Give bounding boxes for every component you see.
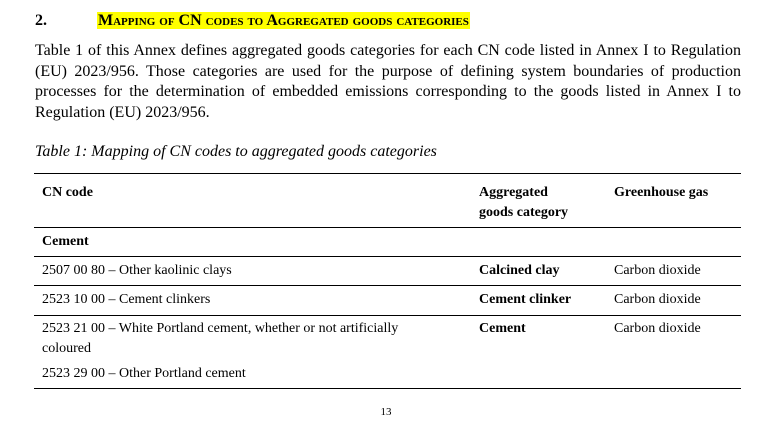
page-number: 13	[380, 406, 392, 418]
row-2-gas: Carbon dioxide	[614, 292, 701, 307]
header-category-line2: goods category	[479, 205, 569, 220]
row-1-cn-code: 2507 00 80 – Other kaolinic clays	[42, 263, 232, 278]
intro-paragraph: Table 1 of this Annex defines aggregated goods categories for each CN code listed in Annex I to Regulation (EU) 2023/956. Those categories are used for the purpose of defining system boundaries of production processes for the determination of embedded emissions corresponding to the goods listed in Annex I to Regulation (EU) 2023/956.	[35, 42, 741, 121]
row-rule	[34, 315, 741, 316]
header-greenhouse-gas: Greenhouse gas	[614, 185, 709, 200]
table-caption: Table 1: Mapping of CN codes to aggregated goods categories	[35, 143, 437, 160]
row-rule	[34, 285, 741, 286]
section-number: 2.	[35, 12, 47, 29]
row-3-cn-code-line2: coloured	[42, 341, 91, 356]
row-3-cn-code-line3: 2523 29 00 – Other Portland cement	[42, 366, 246, 381]
row-1-gas: Carbon dioxide	[614, 263, 701, 278]
header-cn-code: CN code	[42, 185, 93, 200]
row-rule	[34, 256, 741, 257]
header-category-line1: Aggregated	[479, 185, 548, 200]
row-2-cn-code: 2523 10 00 – Cement clinkers	[42, 292, 211, 307]
row-1-category: Calcined clay	[479, 263, 560, 278]
section-heading	[35, 11, 470, 31]
row-3-category: Cement	[479, 321, 526, 336]
table-top-rule	[34, 173, 741, 174]
table-bottom-rule	[34, 388, 741, 389]
row-3-gas: Carbon dioxide	[614, 321, 701, 336]
section-title: Mapping of CN codes to Aggregated goods categories	[98, 12, 469, 29]
row-2-category: Cement clinker	[479, 292, 572, 307]
row-3-cn-code-line1: 2523 21 00 – White Portland cement, whether or not artificially	[42, 321, 399, 336]
group-label-cement: Cement	[42, 234, 89, 249]
header-rule	[34, 227, 741, 228]
